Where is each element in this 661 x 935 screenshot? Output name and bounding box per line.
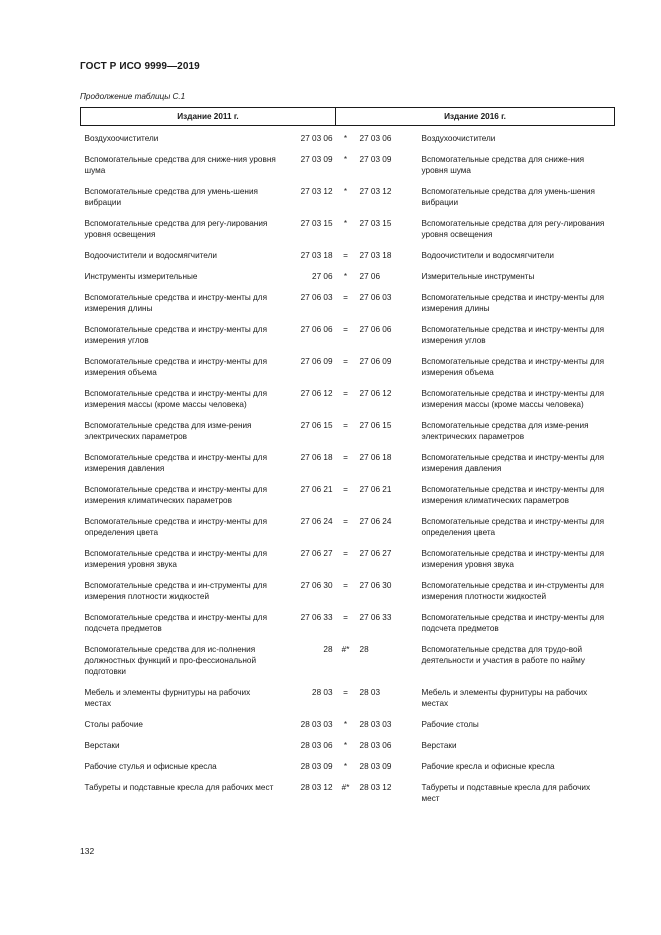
old-code-cell: 27 03 06 <box>300 134 333 143</box>
new-name-cell: Рабочие столы <box>421 720 479 729</box>
relation-cell: * <box>343 187 348 196</box>
old-code-cell: 27 06 09 <box>300 357 333 366</box>
new-code-cell: 27 06 18 <box>359 453 392 462</box>
relation-cell: * <box>343 155 348 164</box>
relation-cell: = <box>343 485 348 494</box>
old-code-cell: 28 03 03 <box>300 720 333 729</box>
new-code-cell: 27 03 06 <box>359 134 392 143</box>
relation-cell: = <box>343 688 348 697</box>
new-code-cell: 28 03 03 <box>359 720 392 729</box>
relation-cell: * <box>343 741 348 750</box>
table-header-row <box>81 108 615 126</box>
old-name-cell: Вспомогательные средства и инстру-менты для измерения объема <box>84 357 268 377</box>
header-edition-2016: Издание 2016 г. <box>336 108 615 126</box>
old-name-cell: Вспомогательные средства и инстру-менты для определения цвета <box>84 517 268 537</box>
new-name-cell: Вспомогательные средства и инстру-менты для измерения давления <box>421 453 605 473</box>
old-code-cell: 27 06 21 <box>300 485 333 494</box>
old-name-cell: Вспомогательные средства и инстру-менты для измерения массы (кроме массы человека) <box>84 389 268 409</box>
new-name-cell: Вспомогательные средства и инстру-менты для измерения объема <box>421 357 605 377</box>
new-code-cell: 27 06 06 <box>359 325 392 334</box>
table-row <box>81 324 615 356</box>
new-code-cell: 28 03 09 <box>359 762 392 771</box>
old-name-cell: Вспомогательные средства и инстру-менты для измерения уровня звука <box>84 549 268 569</box>
old-code-cell: 27 06 12 <box>300 389 333 398</box>
old-name-cell: Вспомогательные средства для умень-шения вибрации <box>84 187 258 207</box>
table-row <box>81 218 615 250</box>
table-row <box>81 154 615 186</box>
old-name-cell: Столы рабочие <box>84 720 143 729</box>
old-code-cell: 27 06 18 <box>300 453 333 462</box>
table-row <box>81 356 615 388</box>
table-row <box>81 687 615 719</box>
old-code-cell: 27 03 09 <box>300 155 333 164</box>
table-continuation-caption: Продолжение таблицы С.1 <box>80 92 186 101</box>
old-code-cell: 27 03 12 <box>300 187 333 196</box>
new-code-cell: 28 03 06 <box>359 741 392 750</box>
new-code-cell: 27 03 09 <box>359 155 392 164</box>
new-name-cell: Вспомогательные средства для сниже-ния уровня шума <box>421 155 585 175</box>
old-code-cell: 27 06 <box>312 272 333 281</box>
new-name-cell: Вспомогательные средства для трудо-вой деятельности и участия в работе по найму <box>421 645 585 665</box>
relation-cell: = <box>343 357 348 366</box>
relation-cell: #* <box>341 645 350 654</box>
header-edition-2011: Издание 2011 г. <box>81 108 336 126</box>
old-name-cell: Вспомогательные средства для сниже-ния уровня шума <box>84 155 276 175</box>
relation-cell: * <box>343 762 348 771</box>
new-name-cell: Воздухоочистители <box>421 134 496 143</box>
relation-cell: = <box>343 251 348 260</box>
new-name-cell: Водоочистители и водосмягчители <box>421 251 554 260</box>
new-code-cell: 27 03 18 <box>359 251 392 260</box>
new-code-cell: 27 06 15 <box>359 421 392 430</box>
new-name-cell: Вспомогательные средства для изме-рения электрических параметров <box>421 421 589 441</box>
old-code-cell: 27 06 30 <box>300 581 333 590</box>
old-name-cell: Воздухоочистители <box>84 134 159 143</box>
new-name-cell: Вспомогательные средства и инстру-менты для подсчета предметов <box>421 613 605 633</box>
old-name-cell: Вспомогательные средства и ин-струменты для измерения плотности жидкостей <box>84 581 267 601</box>
new-name-cell: Табуреты и подставные кресла для рабочих мест <box>421 783 591 803</box>
old-code-cell: 27 06 06 <box>300 325 333 334</box>
old-code-cell: 27 03 15 <box>300 219 333 228</box>
new-code-cell: 27 06 03 <box>359 293 392 302</box>
new-code-cell: 28 <box>359 645 369 654</box>
relation-cell: * <box>343 219 348 228</box>
old-name-cell: Табуреты и подставные кресла для рабочих мест <box>84 783 274 792</box>
new-name-cell: Вспомогательные средства и инстру-менты для измерения длины <box>421 293 605 313</box>
old-code-cell: 27 06 24 <box>300 517 333 526</box>
old-name-cell: Вспомогательные средства и инстру-менты для измерения углов <box>84 325 268 345</box>
old-code-cell: 28 03 09 <box>300 762 333 771</box>
relation-cell: = <box>343 549 348 558</box>
new-code-cell: 28 03 12 <box>359 783 392 792</box>
page-number: 132 <box>80 846 95 856</box>
table-row <box>81 250 615 271</box>
table-row <box>81 740 615 761</box>
new-name-cell: Мебель и элементы фурнитуры на рабочих местах <box>421 688 588 708</box>
new-name-cell: Вспомогательные средства и инстру-менты для измерения уровня звука <box>421 549 605 569</box>
old-code-cell: 28 <box>323 645 333 654</box>
table-row <box>81 782 615 814</box>
old-code-cell: 27 06 33 <box>300 613 333 622</box>
new-name-cell: Верстаки <box>421 741 457 750</box>
table-row <box>81 548 615 580</box>
old-code-cell: 27 06 27 <box>300 549 333 558</box>
table-row <box>81 612 615 644</box>
table-body <box>81 126 615 815</box>
new-code-cell: 27 06 <box>359 272 381 281</box>
relation-cell: = <box>343 325 348 334</box>
old-name-cell: Вспомогательные средства для изме-рения электрических параметров <box>84 421 252 441</box>
old-code-cell: 28 03 06 <box>300 741 333 750</box>
new-code-cell: 27 06 27 <box>359 549 392 558</box>
table-row <box>81 420 615 452</box>
relation-cell: * <box>343 720 348 729</box>
relation-cell: = <box>343 389 348 398</box>
new-name-cell: Измерительные инструменты <box>421 272 535 281</box>
new-name-cell: Вспомогательные средства и инстру-менты для измерения климатических параметров <box>421 485 605 505</box>
new-name-cell: Вспомогательные средства для регу-лирования уровня освещения <box>421 219 605 239</box>
old-name-cell: Рабочие стулья и офисные кресла <box>84 762 217 771</box>
old-name-cell: Водоочистители и водосмягчители <box>84 251 217 260</box>
document-title: ГОСТ Р ИСО 9999—2019 <box>80 61 200 72</box>
relation-cell: = <box>343 613 348 622</box>
old-name-cell: Мебель и элементы фурнитуры на рабочих местах <box>84 688 251 708</box>
old-name-cell: Вспомогательные средства и инстру-менты для измерения климатических параметров <box>84 485 268 505</box>
new-code-cell: 27 06 09 <box>359 357 392 366</box>
relation-cell: * <box>343 134 348 143</box>
new-code-cell: 27 06 12 <box>359 389 392 398</box>
table-row <box>81 388 615 420</box>
old-name-cell: Инструменты измерительные <box>84 272 198 281</box>
relation-cell: * <box>343 272 348 281</box>
new-code-cell: 27 06 33 <box>359 613 392 622</box>
table-row <box>81 186 615 218</box>
old-name-cell: Вспомогательные средства и инстру-менты для измерения длины <box>84 293 268 313</box>
old-code-cell: 28 03 <box>312 688 333 697</box>
old-code-cell: 27 03 18 <box>300 251 333 260</box>
table-row <box>81 126 615 155</box>
new-name-cell: Вспомогательные средства и инстру-менты для определения цвета <box>421 517 605 537</box>
new-code-cell: 28 03 <box>359 688 381 697</box>
new-code-cell: 27 06 24 <box>359 517 392 526</box>
new-code-cell: 27 06 21 <box>359 485 392 494</box>
old-code-cell: 27 06 15 <box>300 421 333 430</box>
table-row <box>81 580 615 612</box>
new-name-cell: Вспомогательные средства для умень-шения вибрации <box>421 187 595 207</box>
old-name-cell: Вспомогательные средства и инстру-менты для подсчета предметов <box>84 613 268 633</box>
new-code-cell: 27 03 15 <box>359 219 392 228</box>
relation-cell: = <box>343 293 348 302</box>
old-name-cell: Верстаки <box>84 741 120 750</box>
relation-cell: = <box>343 453 348 462</box>
correspondence-table <box>80 107 615 814</box>
old-code-cell: 27 06 03 <box>300 293 333 302</box>
old-name-cell: Вспомогательные средства для регу-лирования уровня освещения <box>84 219 268 239</box>
table-row <box>81 452 615 484</box>
old-name-cell: Вспомогательные средства и инстру-менты для измерения давления <box>84 453 268 473</box>
new-code-cell: 27 03 12 <box>359 187 392 196</box>
new-name-cell: Вспомогательные средства и инстру-менты для измерения углов <box>421 325 605 345</box>
new-name-cell: Вспомогательные средства и ин-струменты для измерения плотности жидкостей <box>421 581 604 601</box>
relation-cell: = <box>343 581 348 590</box>
table-row <box>81 292 615 324</box>
table-row <box>81 644 615 687</box>
table-row <box>81 271 615 292</box>
relation-cell: = <box>343 517 348 526</box>
new-code-cell: 27 06 30 <box>359 581 392 590</box>
old-code-cell: 28 03 12 <box>300 783 333 792</box>
new-name-cell: Рабочие кресла и офисные кресла <box>421 762 555 771</box>
relation-cell: = <box>343 421 348 430</box>
old-name-cell: Вспомогательные средства для ис-полнения должностных функций и про-фессиональной подготовки <box>84 645 257 676</box>
relation-cell: #* <box>341 783 350 792</box>
table-row <box>81 516 615 548</box>
table-row <box>81 719 615 740</box>
table-row <box>81 484 615 516</box>
table-row <box>81 761 615 782</box>
new-name-cell: Вспомогательные средства и инстру-менты для измерения массы (кроме массы человека) <box>421 389 605 409</box>
